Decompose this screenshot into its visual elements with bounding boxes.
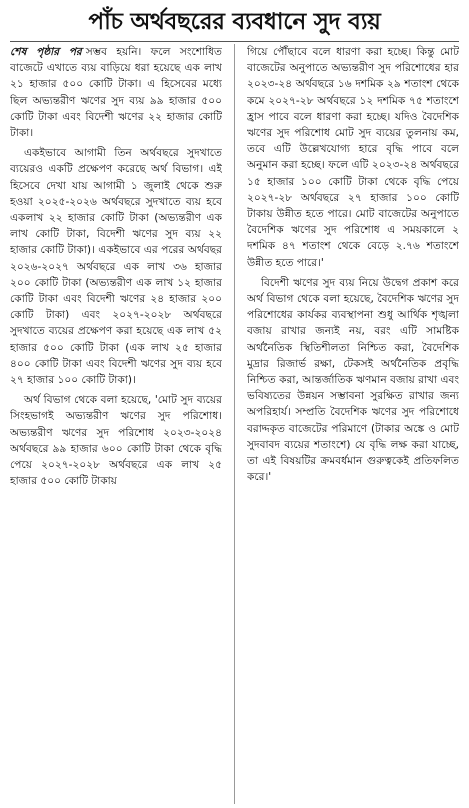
continued-label: শেষ পৃষ্ঠার পর (10, 46, 82, 58)
headline: পাঁচ অর্থবছরের ব্যবধানে সুদ ব্যয় (88, 9, 381, 35)
left-column (10, 44, 222, 804)
paragraph: বিদেশী ঋণের সুদ ব্যয় নিয়ে উদ্বেগ প্রকাশ করে অর্থ বিভাগ থেকে বলা হয়েছে, বৈদেশিক ঋণের সুদ পরিশোধের কার্যকর ব্যবস্থাপনা শুধু আর্থিক শৃঙ্খলা বজায় রাখার জন্যই নয়, বরং এটি সামষ্টিক অর্থনৈতিক স্থিতিশীলতা নিশ্চিত করা, বৈদেশিক মুদ্রার রিজার্ভ রক্ষা, টেকসই অর্থনৈতিক প্রবৃদ্ধি নিশ্চিত করা, আন্তর্জাতিক ঋণমান বজায় রাখা এবং ভবিষ্যতের উন্নয়ন সম্ভাবনা সুরক্ষিত রাখার জন্য অপরিহার্য। সম্প্রতি বৈদেশিক ঋণের সুদ পরিশোধে বরাদ্দকৃত বাজেটের পরিমাণে (টাকার অঙ্কে ও মোট সুদবাবদ ব্যয়ের শতাংশে) যে বৃদ্ধি লক্ষ করা যাচ্ছে, তা এই বিষয়টির ক্রমবর্ধমান গুরুত্বকেই প্রতিফলিত করে।' (247, 276, 459, 484)
headline-rule (10, 41, 459, 42)
paragraph (10, 44, 222, 141)
right-column (247, 44, 459, 804)
column-divider (234, 44, 235, 804)
paragraph: গিয়ে পৌঁছাবে বলে ধারণা করা হচ্ছে। কিন্তু মোট বাজেটের অনুপাতে অভ্যন্তরীণ সুদ পরিশোধের হার ২০২৩-২৪ অর্থবছরে ১৬ দশমিক ২৯ শতাংশ থেকে কমে ২০২৭-২৮ অর্থবছরে ১২ দশমিক ৭৫ শতাংশে হ্রাস পাবে বলে ধারণা করা হচ্ছে। যদিও বৈদেশিক ঋণের সুদ পরিশোধ মোট সুদ ব্যয়ের তুলনায় কম, তবে এটি উল্লেখযোগ্য হারে বৃদ্ধি পাবে বলে অনুমান করা হচ্ছে। ফলে এটি ২০২৩-২৪ অর্থবছরে ১৫ হাজার ১০০ কোটি টাকা থেকে বৃদ্ধি পেয়ে ২০২৭-২৮ অর্থবছরে ২৭ হাজার ১০০ কোটি টাকায় উন্নীত হতে পারে। মোট বাজেটের অনুপাতে বৈদেশিক ঋণের সুদ পরিশোধ এ সময়কালে ২ দশমিক ৪৭ শতাংশ থেকে বেড়ে ২.৭৬ শতাংশে উন্নীত হতে পারে।' (247, 46, 459, 269)
article-body (10, 44, 459, 804)
paragraph-text: সম্ভব হয়নি। ফলে সংশোধিত বাজেটে এখাতে ব্যয় বাড়িয়ে ধরা হয়েছে এক লাখ ২১ হাজার ৫০০ কোটি টাকা। এ হিসেবের মধ্যে ছিল অভ্যন্তরীণ ঋণের সুদ ব্যয় ৯৯ হাজার ৫০০ কোটি টাকা এবং বিদেশী ঋণের ২২ হাজার কোটি টাকা। (10, 46, 222, 140)
paragraph: অর্থ বিভাগ থেকে বলা হয়েছে, 'মোট সুদ ব্যয়ের সিংহভাগই অভ্যন্তরীণ ঋণের সুদ পরিশোধ। অভ্যন্তরীণ ঋণের সুদ পরিশোধ ২০২৩-২০২৪ অর্থবছরে ৯৯ হাজার ৬০০ কোটি টাকা থেকে বৃদ্ধি পেয়ে ২০২৭-২০২৮ অর্থবছরে এক লাখ ২৫ হাজার ৫০০ কোটি টাকায় (10, 394, 222, 488)
paragraph: একইভাবে আগামী তিন অর্থবছরে সুদখাতে ব্যয়েরও একটি প্রক্ষেপণ করেছে অর্থ বিভাগ। এই হিসেবে দেখা যায় আগামী ১ জুলাই থেকে শুরু হওয়া ২০২৫-২০২৬ অর্থবছরে সুদখাতে ব্যয় হবে একলাখ ২২ হাজার কোটি টাকা (অভ্যন্তরীণ এক লাখ কোটি টাকা, বিদেশী ঋণের সুদ ব্যয় ২২ হাজার কোটি টাকা)। একইভাবে এর পরের অর্থবছর ২০২৬-২০২৭ অর্থবছরে এক লাখ ৩৬ হাজার ২০০ কোটি টাকা (অভ্যন্তরীণ এক লাখ ১২ হাজার কোটি টাকা এবং বিদেশী ঋণের ২৪ হাজার ২০০ কোটি টাকা) এবং ২০২৭-২০২৮ অর্থবছরে সুদখাতে ব্যয়ের প্রক্ষেপণ করা হয়েছে এক লাখ ৫২ হাজার ৫০০ কোটি টাকা (এক লাখ ২৫ হাজার ৪০০ কোটি টাকা এবং বিদেশী ঋণের সুদ ব্যয় হবে ২৭ হাজার ১০০ কোটি টাকা)। (10, 147, 222, 387)
